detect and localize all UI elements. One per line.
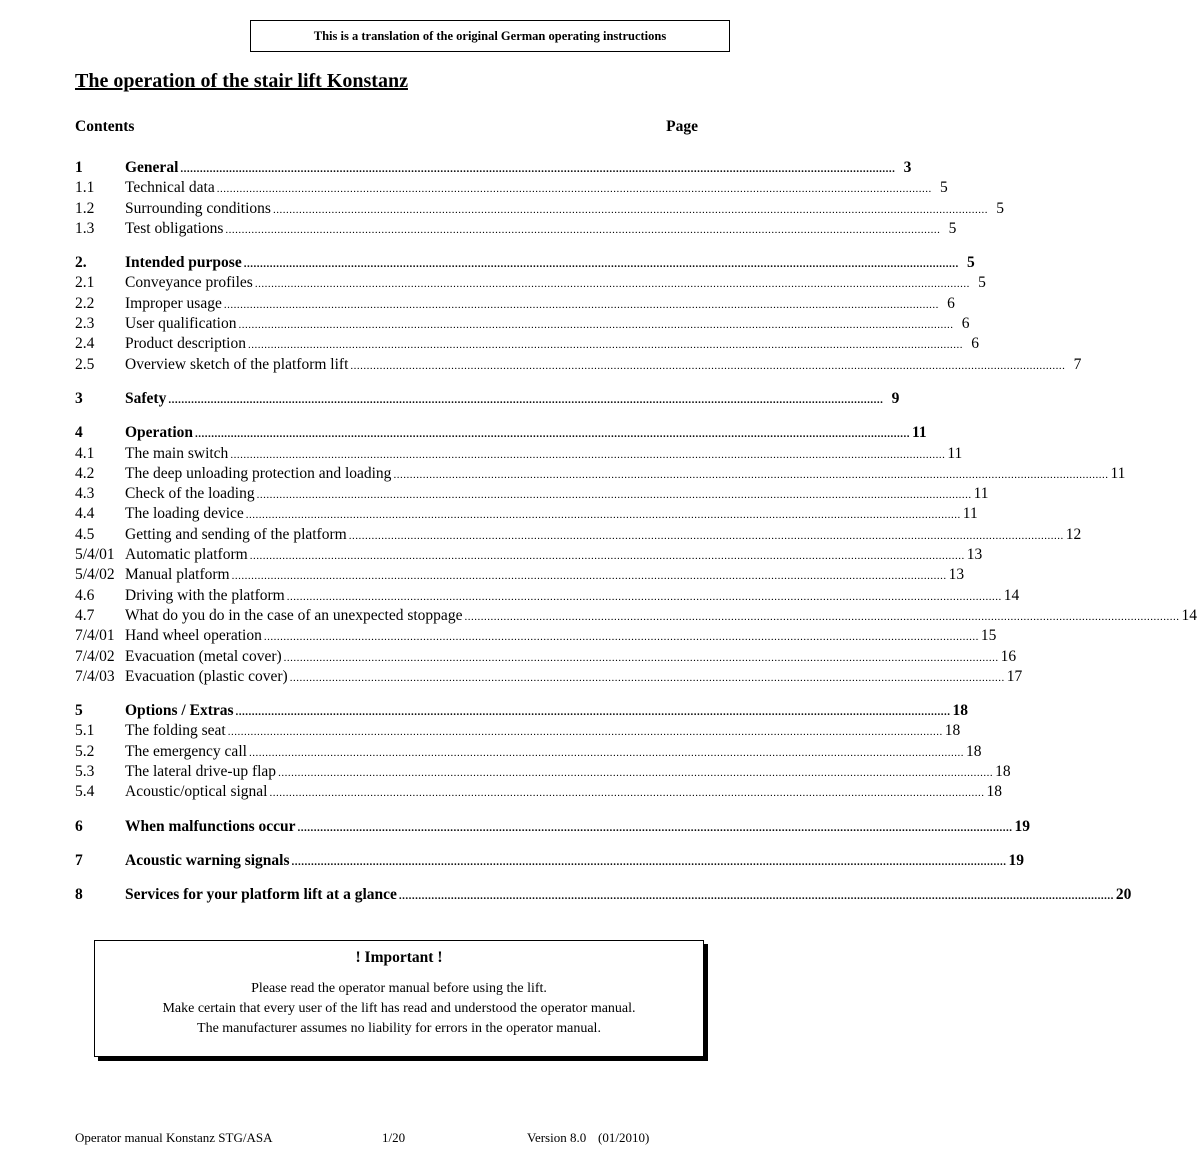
toc-entry[interactable]	[75, 782, 1002, 802]
toc-number: 2.	[75, 254, 87, 272]
contents-label: Contents	[75, 118, 135, 135]
toc-page-number: 5	[948, 219, 957, 237]
toc-dot-leader: ............................................................................................................................................................................................................................	[248, 746, 964, 759]
toc-page-number: 11	[947, 444, 963, 462]
toc-page-number: 9	[891, 389, 900, 407]
toc-page-number: 6	[947, 294, 955, 312]
toc-dot-leader: ............................................................................................................................................................................................................................	[283, 651, 999, 664]
toc-number: 5/4/01	[75, 546, 115, 564]
toc-page-number: 18	[986, 783, 1002, 801]
toc-page-number: 12	[1065, 525, 1082, 543]
toc-page-number: 14	[1003, 586, 1020, 604]
toc-entry[interactable]	[75, 355, 1082, 375]
toc-title: Product description	[125, 335, 246, 353]
toc-number: 3	[75, 389, 83, 407]
toc-page-number: 16	[1000, 647, 1017, 665]
toc-dot-leader: ............................................................................................................................................................................................................................	[231, 570, 947, 583]
toc-entry[interactable]	[75, 667, 1023, 687]
toc-entry[interactable]	[75, 586, 1020, 606]
toc-title: The folding seat	[125, 722, 226, 740]
toc-dot-leader: ............................................................................................................................................................................................................................	[263, 631, 979, 644]
toc-entry[interactable]	[75, 525, 1082, 545]
toc-number: 2.4	[75, 335, 95, 353]
toc-main-entry[interactable]	[75, 423, 927, 443]
footer-date: (01/2010)	[598, 1130, 650, 1145]
toc-number: 4.3	[75, 485, 95, 503]
toc-entry[interactable]	[75, 545, 983, 565]
toc-dot-leader: ............................................................................................................................................................................................................................	[254, 278, 970, 291]
toc-entry[interactable]	[75, 199, 1004, 219]
toc-title: The lateral drive-up flap	[125, 763, 277, 781]
toc-title: Acoustic/optical signal	[125, 783, 268, 801]
toc-main-entry[interactable]	[75, 851, 1024, 871]
toc-dot-leader: ............................................................................................................................................................................................................................	[216, 183, 932, 196]
toc-title: Improper usage	[125, 294, 222, 312]
toc-main-entry[interactable]	[75, 158, 912, 178]
toc-number: 5.3	[75, 763, 95, 781]
toc-dot-leader: ............................................................................................................................................................................................................................	[393, 468, 1109, 481]
toc-entry[interactable]	[75, 762, 1011, 782]
toc-entry[interactable]	[75, 606, 1197, 626]
toc-title: The deep unloading protection and loading	[125, 464, 392, 482]
toc-title: The main switch	[125, 444, 229, 462]
translation-notice: This is a translation of the original German operating instructions	[250, 20, 730, 52]
toc-dot-leader: ............................................................................................................................................................................................................................	[348, 529, 1064, 542]
toc-number: 1.2	[75, 199, 95, 217]
toc-number: 5	[75, 702, 83, 720]
toc-dot-leader: ............................................................................................................................................................................................................................	[227, 726, 943, 739]
toc-dot-leader: ............................................................................................................................................................................................................................	[272, 203, 988, 216]
toc-title: What do you do in the case of an unexpected stoppage	[125, 606, 463, 624]
toc-number: 7/4/03	[75, 667, 115, 685]
toc-number: 4	[75, 424, 83, 442]
toc-page-number: 5	[978, 274, 986, 292]
toc-page-number: 5	[966, 254, 975, 272]
toc-section	[75, 851, 1024, 871]
toc-dot-leader: ............................................................................................................................................................................................................................	[269, 787, 985, 800]
toc-page-number: 15	[980, 627, 997, 645]
toc-title: The loading device	[125, 505, 244, 523]
toc-entry[interactable]	[75, 626, 997, 646]
important-line-3: The manufacturer assumes no liability for errors in the operator manual.	[197, 1021, 601, 1036]
toc-number: 2.5	[75, 355, 95, 373]
toc-number: 5.1	[75, 722, 95, 740]
important-line-2: Make certain that every user of the lift has read and understood the operator manual.	[162, 1001, 636, 1016]
toc-number: 7/4/01	[75, 627, 115, 645]
toc-dot-leader: ............................................................................................................................................................................................................................	[350, 359, 1066, 372]
toc-number: 6	[75, 817, 83, 835]
toc-title: Overview sketch of the platform lift	[125, 355, 349, 373]
toc-page-number: 18	[944, 722, 961, 740]
toc-dot-leader: ............................................................................................................................................................................................................................	[238, 319, 954, 332]
toc-page-number: 6	[971, 335, 979, 353]
toc-title: Hand wheel operation	[125, 627, 262, 645]
toc-title: Acoustic warning signals	[125, 851, 290, 869]
toc-section	[75, 817, 1030, 837]
toc-dot-leader: ............................................................................................................................................................................................................................	[195, 428, 911, 441]
toc-title: Safety	[125, 389, 167, 407]
toc-dot-leader: ............................................................................................................................................................................................................................	[464, 610, 1180, 623]
toc-title: When malfunctions occur	[125, 817, 296, 835]
toc-dot-leader: ............................................................................................................................................................................................................................	[225, 223, 941, 236]
toc-number: 1	[75, 159, 83, 176]
table-of-contents	[75, 158, 1197, 920]
toc-dot-leader: ............................................................................................................................................................................................................................	[398, 890, 1114, 903]
toc-page-number: 20	[1115, 886, 1132, 904]
toc-entry[interactable]	[75, 178, 948, 198]
toc-title: Technical data	[125, 179, 215, 197]
toc-page-number: 11	[973, 485, 989, 503]
toc-number: 1.3	[75, 219, 95, 237]
toc-main-entry[interactable]	[75, 253, 975, 273]
toc-title: Test obligations	[125, 219, 224, 237]
toc-dot-leader: ............................................................................................................................................................................................................................	[297, 821, 1013, 834]
contents-header	[75, 118, 698, 136]
toc-section	[75, 253, 1082, 375]
toc-section	[75, 885, 1132, 905]
toc-number: 4.6	[75, 586, 95, 604]
toc-dot-leader: ............................................................................................................................................................................................................................	[289, 671, 1005, 684]
toc-entry[interactable]	[75, 484, 989, 504]
toc-title: Evacuation (plastic cover)	[125, 667, 288, 685]
footer-manual-name: Operator manual Konstanz STG/ASA	[75, 1130, 273, 1145]
toc-dot-leader: ............................................................................................................................................................................................................................	[223, 298, 939, 311]
toc-page-number: 13	[948, 566, 965, 584]
page-footer	[75, 1130, 675, 1146]
toc-dot-leader: ............................................................................................................................................................................................................................	[245, 509, 961, 522]
toc-number: 8	[75, 886, 83, 904]
toc-dot-leader: ............................................................................................................................................................................................................................	[286, 590, 1002, 603]
toc-dot-leader: ............................................................................................................................................................................................................................	[243, 258, 959, 271]
toc-dot-leader: ............................................................................................................................................................................................................................	[235, 706, 951, 719]
toc-page-number: 18	[995, 763, 1011, 781]
toc-number: 4.2	[75, 464, 95, 482]
toc-title: Getting and sending of the platform	[125, 525, 347, 543]
toc-entry[interactable]	[75, 334, 979, 354]
toc-entry[interactable]	[75, 273, 986, 293]
toc-page-number: 13	[966, 546, 983, 564]
toc-page-number: 3	[903, 159, 912, 176]
toc-dot-leader: ............................................................................................................................................................................................................................	[247, 339, 963, 352]
toc-number: 1.1	[75, 179, 95, 197]
toc-title: Manual platform	[125, 566, 230, 584]
footer-page-number: 1/20	[382, 1130, 406, 1145]
toc-page-number: 11	[1110, 464, 1126, 482]
toc-dot-leader: ............................................................................................................................................................................................................................	[278, 767, 994, 780]
toc-title: Intended purpose	[125, 254, 242, 272]
toc-entry[interactable]	[75, 294, 955, 314]
toc-dot-leader: ............................................................................................................................................................................................................................	[168, 393, 884, 406]
toc-section	[75, 701, 1011, 802]
toc-title: Evacuation (metal cover)	[125, 647, 282, 665]
toc-number: 7/4/02	[75, 647, 115, 665]
important-line-1: Please read the operator manual before using the lift.	[251, 981, 547, 996]
toc-number: 5/4/02	[75, 566, 115, 584]
toc-title: Check of the loading	[125, 485, 255, 503]
toc-page-number: 19	[1008, 851, 1024, 869]
toc-title: The emergency call	[125, 742, 247, 760]
toc-page-number: 17	[1006, 667, 1023, 685]
toc-number: 2.2	[75, 294, 95, 312]
toc-page-number: 14	[1181, 606, 1197, 624]
toc-entry[interactable]	[75, 464, 1126, 484]
footer-version: Version 8.0	[527, 1130, 587, 1145]
toc-title: Automatic platform	[125, 546, 248, 564]
toc-title: General	[125, 159, 179, 176]
toc-page-number: 18	[965, 742, 982, 760]
page-label: Page	[666, 118, 698, 135]
toc-title: Services for your platform lift at a glance	[125, 886, 397, 904]
toc-title: Operation	[125, 424, 194, 442]
toc-number: 5.4	[75, 783, 95, 801]
toc-entry[interactable]	[75, 504, 978, 524]
toc-entry[interactable]	[75, 219, 957, 239]
toc-page-number: 5	[939, 179, 948, 197]
toc-dot-leader: ............................................................................................................................................................................................................................	[180, 163, 896, 175]
toc-dot-leader: ............................................................................................................................................................................................................................	[291, 855, 1007, 868]
toc-number: 2.3	[75, 315, 95, 333]
toc-page-number: 7	[1073, 355, 1082, 373]
toc-section	[75, 158, 1004, 239]
toc-page-number: 11	[912, 424, 927, 442]
toc-section	[75, 389, 900, 409]
toc-dot-leader: ............................................................................................................................................................................................................................	[249, 550, 965, 563]
document-title: The operation of the stair lift Konstanz	[75, 70, 408, 92]
important-title: ! Important !	[355, 949, 443, 966]
toc-number: 2.1	[75, 274, 95, 292]
toc-entry[interactable]	[75, 647, 1017, 667]
toc-main-entry[interactable]	[75, 817, 1030, 837]
toc-page-number: 19	[1014, 817, 1030, 835]
important-notice	[94, 940, 704, 1057]
toc-entry[interactable]	[75, 314, 970, 334]
toc-page-number: 11	[962, 505, 978, 523]
toc-page-number: 5	[996, 199, 1004, 217]
toc-title: Conveyance profiles	[125, 274, 253, 292]
toc-entry[interactable]	[75, 565, 965, 585]
toc-title: Driving with the platform	[125, 586, 285, 604]
toc-entry[interactable]	[75, 721, 961, 741]
toc-title: User qualification	[125, 315, 237, 333]
toc-section	[75, 423, 1197, 687]
toc-number: 5.2	[75, 742, 95, 760]
toc-page-number: 6	[961, 315, 970, 333]
toc-title: Options / Extras	[125, 702, 234, 720]
toc-entry[interactable]	[75, 444, 963, 464]
toc-number: 4.1	[75, 444, 95, 462]
toc-number: 4.7	[75, 606, 95, 624]
toc-number: 4.4	[75, 505, 95, 523]
toc-main-entry[interactable]	[75, 389, 900, 409]
toc-number: 7	[75, 851, 83, 869]
toc-entry[interactable]	[75, 742, 982, 762]
toc-main-entry[interactable]	[75, 885, 1132, 905]
toc-dot-leader: ............................................................................................................................................................................................................................	[256, 489, 972, 502]
toc-page-number: 18	[952, 702, 969, 720]
toc-dot-leader: ............................................................................................................................................................................................................................	[230, 448, 946, 461]
toc-main-entry[interactable]	[75, 701, 969, 721]
toc-title: Surrounding conditions	[125, 199, 271, 217]
toc-number: 4.5	[75, 525, 95, 543]
